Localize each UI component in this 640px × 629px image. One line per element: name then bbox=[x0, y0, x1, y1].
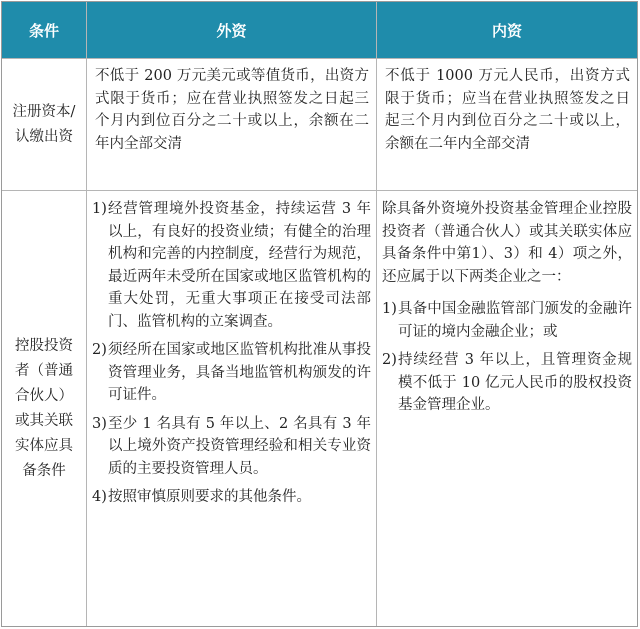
item-number: 2) bbox=[92, 342, 107, 358]
list-item bbox=[92, 413, 371, 481]
table-header bbox=[2, 2, 637, 58]
item-number: 1) bbox=[92, 201, 107, 217]
row-divider bbox=[2, 190, 637, 191]
header-foreign: 外资 bbox=[216, 21, 247, 40]
row-label-controlling-investor: 控股投资者（普通合伙人）或其关联实体应具备条件 bbox=[15, 337, 73, 479]
item-text: 至少 1 名具有 5 年以上、2 名具有 3 年以上境外资产投资管理经验和相关专业资质的主要投资管理人员。 bbox=[108, 415, 371, 477]
list-item bbox=[92, 339, 371, 407]
domestic-conditions-cell bbox=[382, 198, 632, 423]
header-domestic: 内资 bbox=[491, 21, 522, 40]
item-text: 按照审慎原则要求的其他条件。 bbox=[108, 489, 311, 505]
foreign-capital-text: 不低于 200 万元美元或等值货币，出资方式限于货币；应在营业执照签发之日起三个月内到位百分之二十或以上，余额在二年内全部交清 bbox=[95, 68, 369, 152]
row-label-registered-capital: 注册资本/认缴出资 bbox=[12, 103, 76, 145]
item-text: 须经所在国家或地区监管机构批准从事投资管理业务，具备当地监管机构颁发的许可证件。 bbox=[108, 342, 371, 403]
list-item bbox=[382, 349, 632, 417]
list-item bbox=[382, 298, 632, 343]
list-item bbox=[92, 198, 371, 333]
foreign-capital-cell bbox=[95, 65, 369, 155]
header-condition: 条件 bbox=[28, 21, 59, 40]
item-number: 3) bbox=[92, 415, 107, 432]
domestic-intro-text: 除具备外资境外投资基金管理企业控股投资者（普通合伙人）或其关联实体应具备条件中第1）、3）和 4）项之外，还应属于以下两类企业之一： bbox=[382, 201, 632, 285]
item-text: 经营管理境外投资基金，持续运营 3 年以上，有良好的投资业绩；有健全的治理机构和完善的内控制度，经营行为规范，最近两年未受所在国家或地区监管机构的重大处罚，无重大事项正在接受司法部门、监管机构的立案调查。 bbox=[108, 201, 371, 330]
comparison-table bbox=[1, 1, 638, 627]
domestic-capital-cell bbox=[385, 65, 630, 155]
item-number: 4) bbox=[92, 489, 107, 505]
item-number: 1) bbox=[382, 301, 397, 317]
item-text: 持续经营 3 年以上，且管理资金规模不低于 10 亿元人民币的股权投资基金管理企业。 bbox=[398, 352, 632, 413]
domestic-capital-text: 不低于 1000 万元人民币，出资方式限于货币；应当在营业执照签发之日起三个月内到位百分之二十或以上，余额在二年内全部交清 bbox=[385, 68, 630, 152]
item-text: 具备中国金融监管部门颁发的金融许可证的境内金融企业；或 bbox=[398, 301, 632, 340]
column-divider bbox=[86, 2, 87, 626]
row-divider bbox=[2, 58, 637, 59]
column-divider bbox=[376, 2, 377, 626]
list-item bbox=[92, 486, 371, 509]
foreign-conditions-cell bbox=[92, 198, 371, 515]
item-number: 2) bbox=[382, 352, 397, 368]
